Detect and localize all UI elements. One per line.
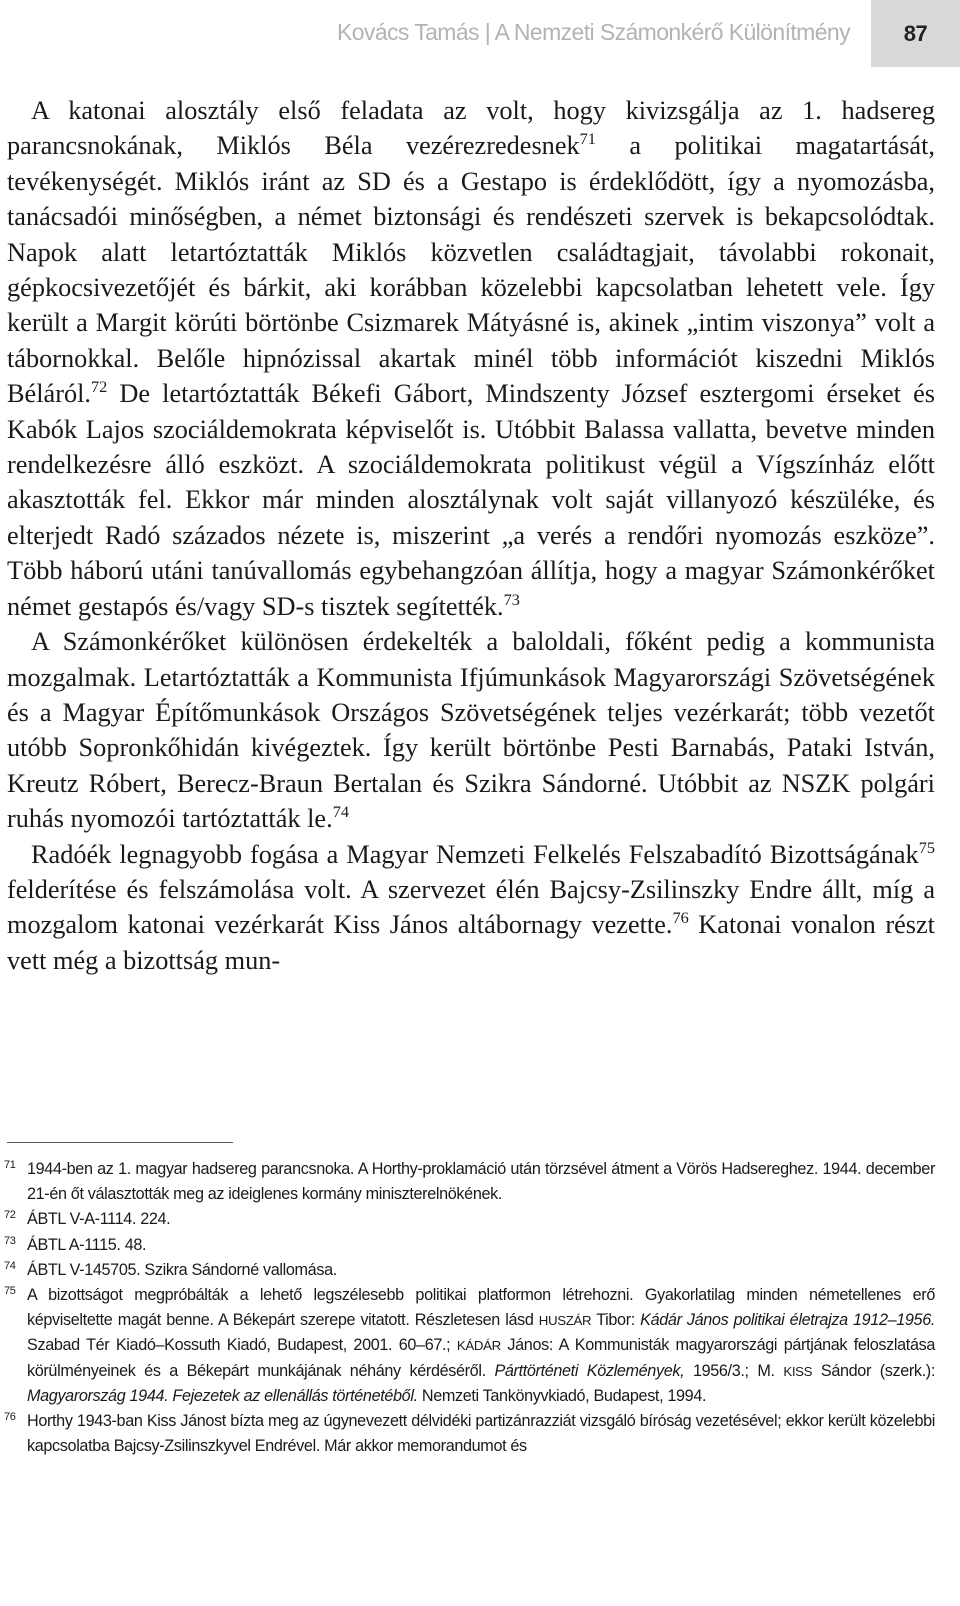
- footnote-72: [4, 1207, 935, 1232]
- footnote-73: [4, 1233, 935, 1258]
- paragraph-3-part-a: Radóék legnagyobb fogása a Magyar Nemzeti Felkelés Felszabadító Bizottságának: [31, 839, 919, 869]
- footnotes: [4, 1157, 936, 1459]
- footnote-text: 1944-ben az 1. magyar hadsereg parancsnoka. A Horthy-proklamáció után törzsével átment a Vörös Hadsereghez. 1944. december 21-én őt választották meg az ideiglenes kormány miniszterelnökének.: [27, 1160, 935, 1204]
- page-number-box: [871, 0, 960, 67]
- book-title: Kádár János politikai életrajza 1912–1956.: [640, 1311, 936, 1330]
- main-text: [7, 93, 935, 978]
- footnote-number: 76: [4, 1411, 16, 1424]
- footnote-number: 71: [4, 1159, 16, 1171]
- footnote-text-part: A bizottságot megpróbálták a lehető legszélesebb politikai platformon létrehozni. Gyakorlatilag minden németellenes erő képviseltette magát benne. A Békepárt szerepe vitatott. Részletesen lásd: [27, 1286, 935, 1330]
- running-title: Kovács Tamás | A Nemzeti Számonkérő Különítmény: [337, 19, 850, 45]
- author-name: KISS: [783, 1363, 813, 1379]
- footnote-ref-74: 74: [332, 802, 349, 822]
- footnote-ref-76: 76: [672, 908, 689, 928]
- page-header: [0, 0, 960, 67]
- footnote-text-part: 1956/3.; M.: [684, 1361, 784, 1380]
- footnote-number: 75: [4, 1285, 16, 1298]
- footnote-number: 74: [4, 1259, 16, 1272]
- footnote-text: Horthy 1943-ban Kiss Jánost bízta meg az úgynevezett délvidéki partizánrazziát vizsgáló bíróság vezetésével; ekkor került közelebbi kapcsolatba Bajcsy-Zsilinszkyvel Endrével. Már akkor memorandumot és: [27, 1412, 935, 1456]
- paragraph-2-part-a: A Számonkérőket különösen érdekelték a baloldali, főként pedig a kommunista mozgalmak. Letartóztatták a Kommunista Ifjúmunkások Magyarországi Szövetségének és a Magyar Építőmunkások Országos Szövetségének teljes vezérkarát; több vezetőt utóbb Sopronkőhidán kivégeztek. Így került börtönbe Pesti Barnabás, Pataki István, Kreutz Róbert, Berecz-Braun Bertalan és Szikra Sándorné. Utóbbit az NSZK polgári ruhás nyomozói tartóztatták le.: [7, 627, 935, 834]
- author-name: HUSZÁR: [538, 1313, 592, 1329]
- footnote-number: 73: [4, 1234, 16, 1247]
- footnote-75: [4, 1283, 936, 1409]
- footnote-ref-72: 72: [90, 377, 108, 397]
- footnote-divider: [7, 1142, 233, 1143]
- footnote-text-part: Tibor:: [591, 1311, 641, 1330]
- paragraph-1-part-a: A katonai alosztály első feladata az volt, hogy kivizsgálja az 1. hadsereg parancsnokának, Miklós Béla vezérezredesnek: [7, 96, 935, 161]
- footnote-text: ÁBTL V-A-1114. 224.: [27, 1210, 171, 1229]
- paragraph-3-part-c: Katonai vonalon részt vett még a bizottság mun-: [7, 910, 935, 975]
- footnote-ref-71: 71: [579, 129, 596, 149]
- footnote-71: [4, 1157, 935, 1207]
- footnote-text: ÁBTL V-145705. Szikra Sándorné vallomása.: [27, 1260, 337, 1279]
- footnote-ref-73: 73: [503, 589, 520, 609]
- book-title: Magyarország 1944. Fejezetek az ellenállás történetéből.: [27, 1386, 418, 1405]
- journal-title: Párttörténeti Közlemények,: [494, 1361, 685, 1380]
- paragraph-1: [7, 93, 935, 624]
- paragraph-3-part-b: felderítése és felszámolása volt. A szervezet élén Bajcsy-Zsilinszky Endre állt, míg a mozgalom katonai vezérkarát Kiss János altábornagy vezette.: [7, 874, 935, 940]
- paragraph-2: [7, 624, 935, 836]
- footnote-text-part: Sándor (szerk.):: [812, 1361, 935, 1380]
- footnote-text: ÁBTL A-1115. 48.: [27, 1235, 147, 1254]
- paragraph-1-part-b: a politikai magatartását, tevékenységét. Miklós iránt az SD és a Gestapo is érdeklődött, így a nyomozásba, tanácsadói minőségben, a német biztonsági és rendészeti szervek is bekapcsolódtak. Napok alatt letartóztatták Miklós közvetlen családtagjait, távolabbi rokonait, gépkocsivezetőjét és bárkit, aki korábban közelebbi kapcsolatban lehetett vele. Így került a Margit körúti börtönbe Csizmarek Mátyásné is, akinek „intim viszonya” volt a tábornokkal. Belőle hipnózissal akartak minél több információt kiszedni Miklós Béláról.: [7, 131, 935, 409]
- paragraph-1-part-c: De letartóztatták Békefi Gábort, Mindszenty József esztergomi érseket és Kabók Lajos szociáldemokrata képviselőt is. Utóbbit Balassa vallatta, bevetve minden rendelkezésre álló eszközt. A szociáldemokrata politikust végül a Vígszínház előtt akasztották fel. Ekkor már minden alosztálynak volt saját villanyozó készüléke, és elterjedt Radó százados nézete is, miszerint „a verés a rendőri nyomozás eszköze”. Több háború utáni tanúvallomás egybehangzóan állítja, hogy a magyar Számonkérőket német gestapós és/vagy SD-s tisztek segítették.: [7, 379, 935, 621]
- page-number: 87: [903, 20, 928, 46]
- footnote-text-part: Szabad Tér Kiadó–Kossuth Kiadó, Budapest, 2001. 60–67.;: [27, 1336, 457, 1355]
- footnote-text-part: János: A Kommunisták magyarországi pártjának feloszlatása körülményeinek és a Békepárt munkájának néhány kérdéséről.: [27, 1336, 935, 1380]
- footnote-76: [4, 1409, 935, 1459]
- author-name: KÁDÁR: [456, 1338, 501, 1354]
- footnote-ref-75: 75: [918, 837, 935, 857]
- paragraph-3: [7, 837, 935, 979]
- footnote-74: [4, 1258, 935, 1283]
- footnote-number: 72: [4, 1209, 16, 1222]
- footnote-text-part: Nemzeti Tankönyvkiadó, Budapest, 1994.: [417, 1386, 707, 1405]
